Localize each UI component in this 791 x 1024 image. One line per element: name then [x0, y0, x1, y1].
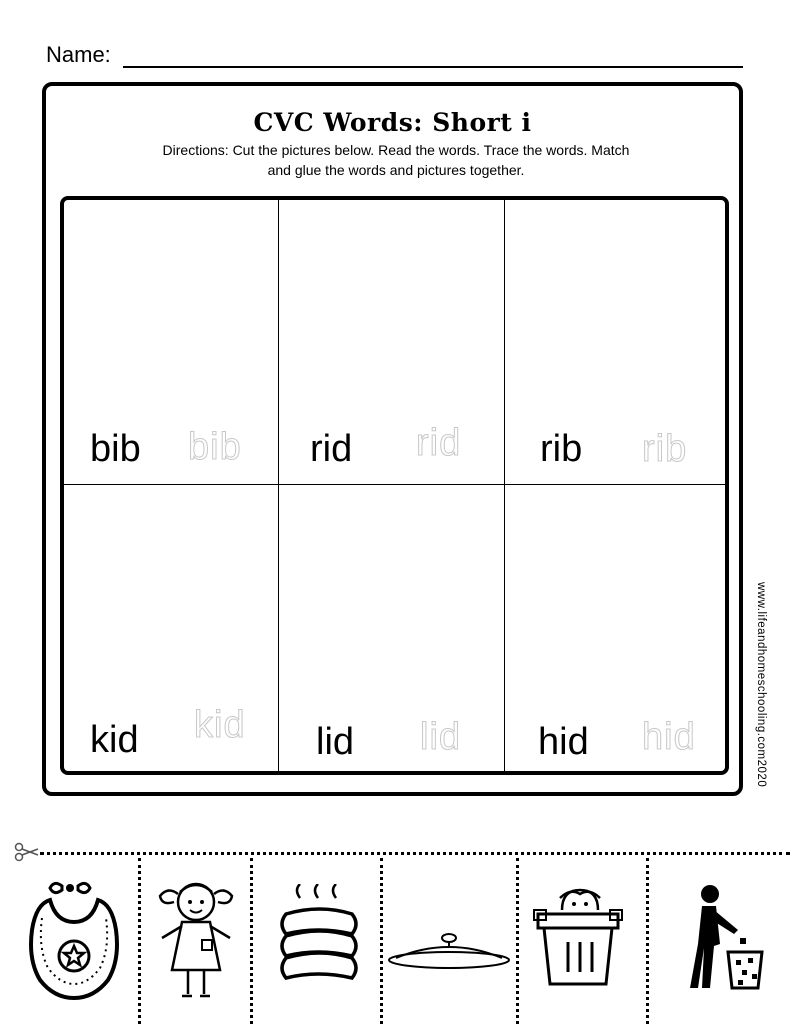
- cell-trace-word: rib: [642, 428, 688, 470]
- lid-picture[interactable]: [386, 926, 512, 974]
- cell-word: kid: [90, 719, 139, 761]
- grid-divider: [64, 484, 725, 485]
- word-grid: [60, 196, 729, 775]
- name-label: Name:: [46, 42, 111, 67]
- grid-divider: [278, 200, 279, 771]
- grid-divider: [504, 200, 505, 771]
- cell-word: bib: [90, 428, 141, 470]
- cell-word: lid: [316, 721, 355, 763]
- kid-picture[interactable]: [150, 872, 242, 1004]
- name-line[interactable]: [123, 66, 743, 68]
- cut-line: [40, 852, 790, 855]
- rib-picture[interactable]: [276, 884, 362, 994]
- cut-divider: [138, 858, 141, 1024]
- cell-trace-word: bib: [188, 426, 242, 468]
- cell-trace-word: lid: [420, 716, 462, 758]
- worksheet-title: CVC Words: Short i: [253, 108, 532, 137]
- hid-picture[interactable]: [530, 886, 626, 990]
- website-credit: www.lifeandhomeschooling.com2020: [755, 582, 767, 788]
- directions-text: Directions: Cut the pictures below. Read the words. Trace the words. Match and glue the words and pictures together.: [162, 142, 630, 178]
- bib-picture[interactable]: [28, 878, 120, 1002]
- scissors-icon: [14, 842, 40, 862]
- cell-word: rid: [310, 428, 353, 470]
- cell-trace-word: hid: [642, 716, 696, 758]
- rid-picture[interactable]: [670, 882, 770, 992]
- cut-divider: [516, 858, 519, 1024]
- cell-trace-word: kid: [194, 704, 246, 746]
- cell-word: hid: [538, 721, 589, 763]
- cell-trace-word: rid: [416, 422, 462, 464]
- cell-word: rib: [540, 428, 583, 470]
- name-row: [46, 40, 746, 72]
- cut-divider: [380, 858, 383, 1024]
- cut-divider: [646, 858, 649, 1024]
- cut-divider: [250, 858, 253, 1024]
